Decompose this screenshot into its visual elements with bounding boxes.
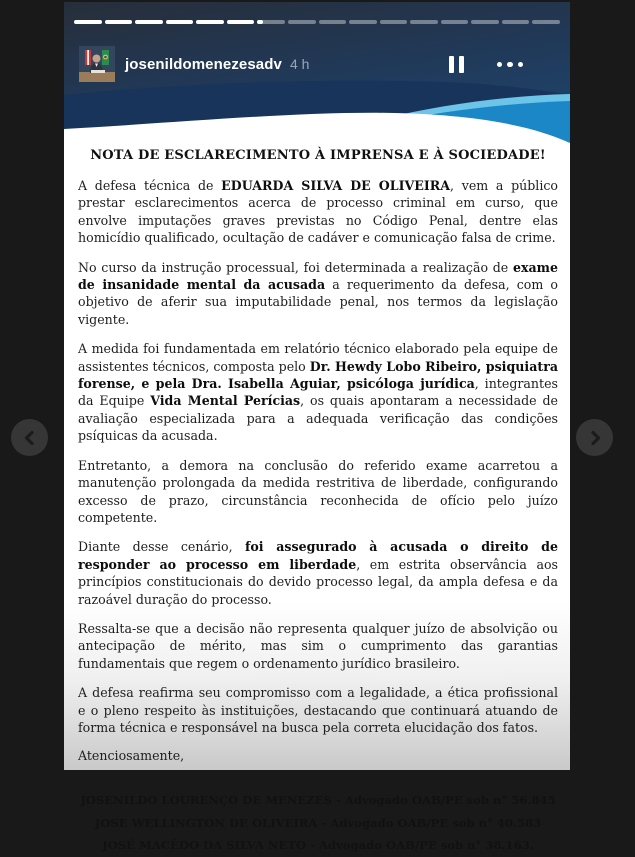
story-controls — [447, 54, 526, 75]
story-progress-segment — [349, 20, 377, 24]
pause-button[interactable] — [447, 54, 466, 75]
story-progress-segment — [196, 20, 224, 24]
next-story-button[interactable] — [576, 419, 613, 456]
document-title: NOTA DE ESCLARECIMENTO À IMPRENSA E À SOCIEDADE! — [90, 148, 546, 163]
document-paragraph: Diante desse cenário, foi assegurado à acusada o direito de responder ao processo em liberdade, em estrita observância aos princípios constitucionais do devido processo legal, da ampla defesa e da razoável duração do processo. — [78, 539, 559, 607]
chevron-left-icon — [22, 430, 38, 446]
more-options-button[interactable] — [495, 56, 526, 74]
document-paragraph: Ressalta-se que a decisão não representa qualquer juízo de absolvição ou antecipação de mérito, mas sim o cumprimento das garantias fundamentais que regem o ordenamento jurídico brasileiro. — [78, 620, 558, 671]
closing-salutation: Atenciosamente, — [78, 748, 185, 764]
prev-story-button[interactable] — [11, 419, 48, 456]
story-header — [64, 2, 570, 144]
document-paragraphs — [78, 177, 558, 736]
username[interactable]: josenildomenezesadv — [125, 55, 282, 73]
story-progress-segment — [105, 20, 133, 24]
avatar[interactable] — [79, 46, 115, 82]
chevron-right-icon — [587, 430, 603, 446]
story-timestamp: 4 h — [289, 56, 310, 72]
story-progress-segment — [410, 20, 438, 24]
document-paragraph: A defesa técnica de EDUARDA SILVA DE OLIVEIRA, vem a público prestar esclarecimentos acerca de processo criminal em curso, que envolve imputações graves previstas no Código Penal, dentre elas homicídio qualificado, ocultação de cadáver e comunicação falsa de crime. — [78, 178, 558, 246]
document-paragraph: No curso da instrução processual, foi determinada a realização de exame de insanidade mental da acusada a requerimento da defesa, com o objetivo de aferir sua imputabilidade penal, nos termos da legislação vigente. — [78, 259, 558, 327]
press-note-document — [64, 144, 570, 853]
more-options-icon — [497, 62, 524, 68]
story-progress-segment — [135, 20, 163, 24]
story-progress-segment — [166, 20, 194, 24]
story-progress-segment — [319, 20, 347, 24]
story-progress-segment — [471, 20, 499, 24]
story-progress-segment — [288, 20, 316, 24]
story-progress-segment — [227, 20, 255, 24]
document-paragraph: A defesa reafirma seu compromisso com a legalidade, a ética profissional e o pleno respeito às instituições, destacando que continuará atuando de forma técnica e responsável na busca pela correta elucidação dos fatos. — [78, 685, 558, 735]
story-progress-segment — [441, 20, 469, 24]
signature-line: JOSE WELLINGTON DE OLIVEIRA - Advogado OAB/PE sob n° 40.583 — [94, 815, 542, 830]
story-card — [64, 2, 570, 853]
signature-line: JOSÉ MACÊDO DA SILVA NETO - Advogado OAB/PE sob n° 38.163. — [102, 838, 534, 853]
story-progress-segment — [380, 20, 408, 24]
story-progress-segment — [257, 20, 285, 24]
document-paragraph: A medida foi fundamentada em relatório técnico elaborado pela equipe de assistentes técnicos, composta pelo Dr. Hewdy Lobo Ribeiro, psiquiatra forense, e pela Dra. Isabella Aguiar, psicóloga jurídica, integrantes da Equipe Vida Mental Perícias, os quais apontaram a necessidade de avaliação especializada para a adequada verificação das condições psíquicas da acusada. — [78, 341, 559, 444]
story-user-row — [79, 46, 309, 82]
document-paragraph: Entretanto, a demora na conclusão do referido exame acarretou a manutenção prolongada da medida restritiva de liberdade, configurando excesso de prazo, circunstância reconhecida de ofício pelo juízo competente. — [78, 457, 558, 525]
story-progress — [74, 20, 560, 24]
signature-block — [78, 789, 558, 857]
story-progress-segment — [502, 20, 530, 24]
story-progress-segment — [74, 20, 102, 24]
story-progress-segment — [532, 20, 560, 24]
signature-line: JOSENILDO LOURENÇO DE MENEZES - Advogado OAB/PE sob n° 56.845 — [80, 793, 556, 808]
pause-icon — [449, 56, 464, 73]
